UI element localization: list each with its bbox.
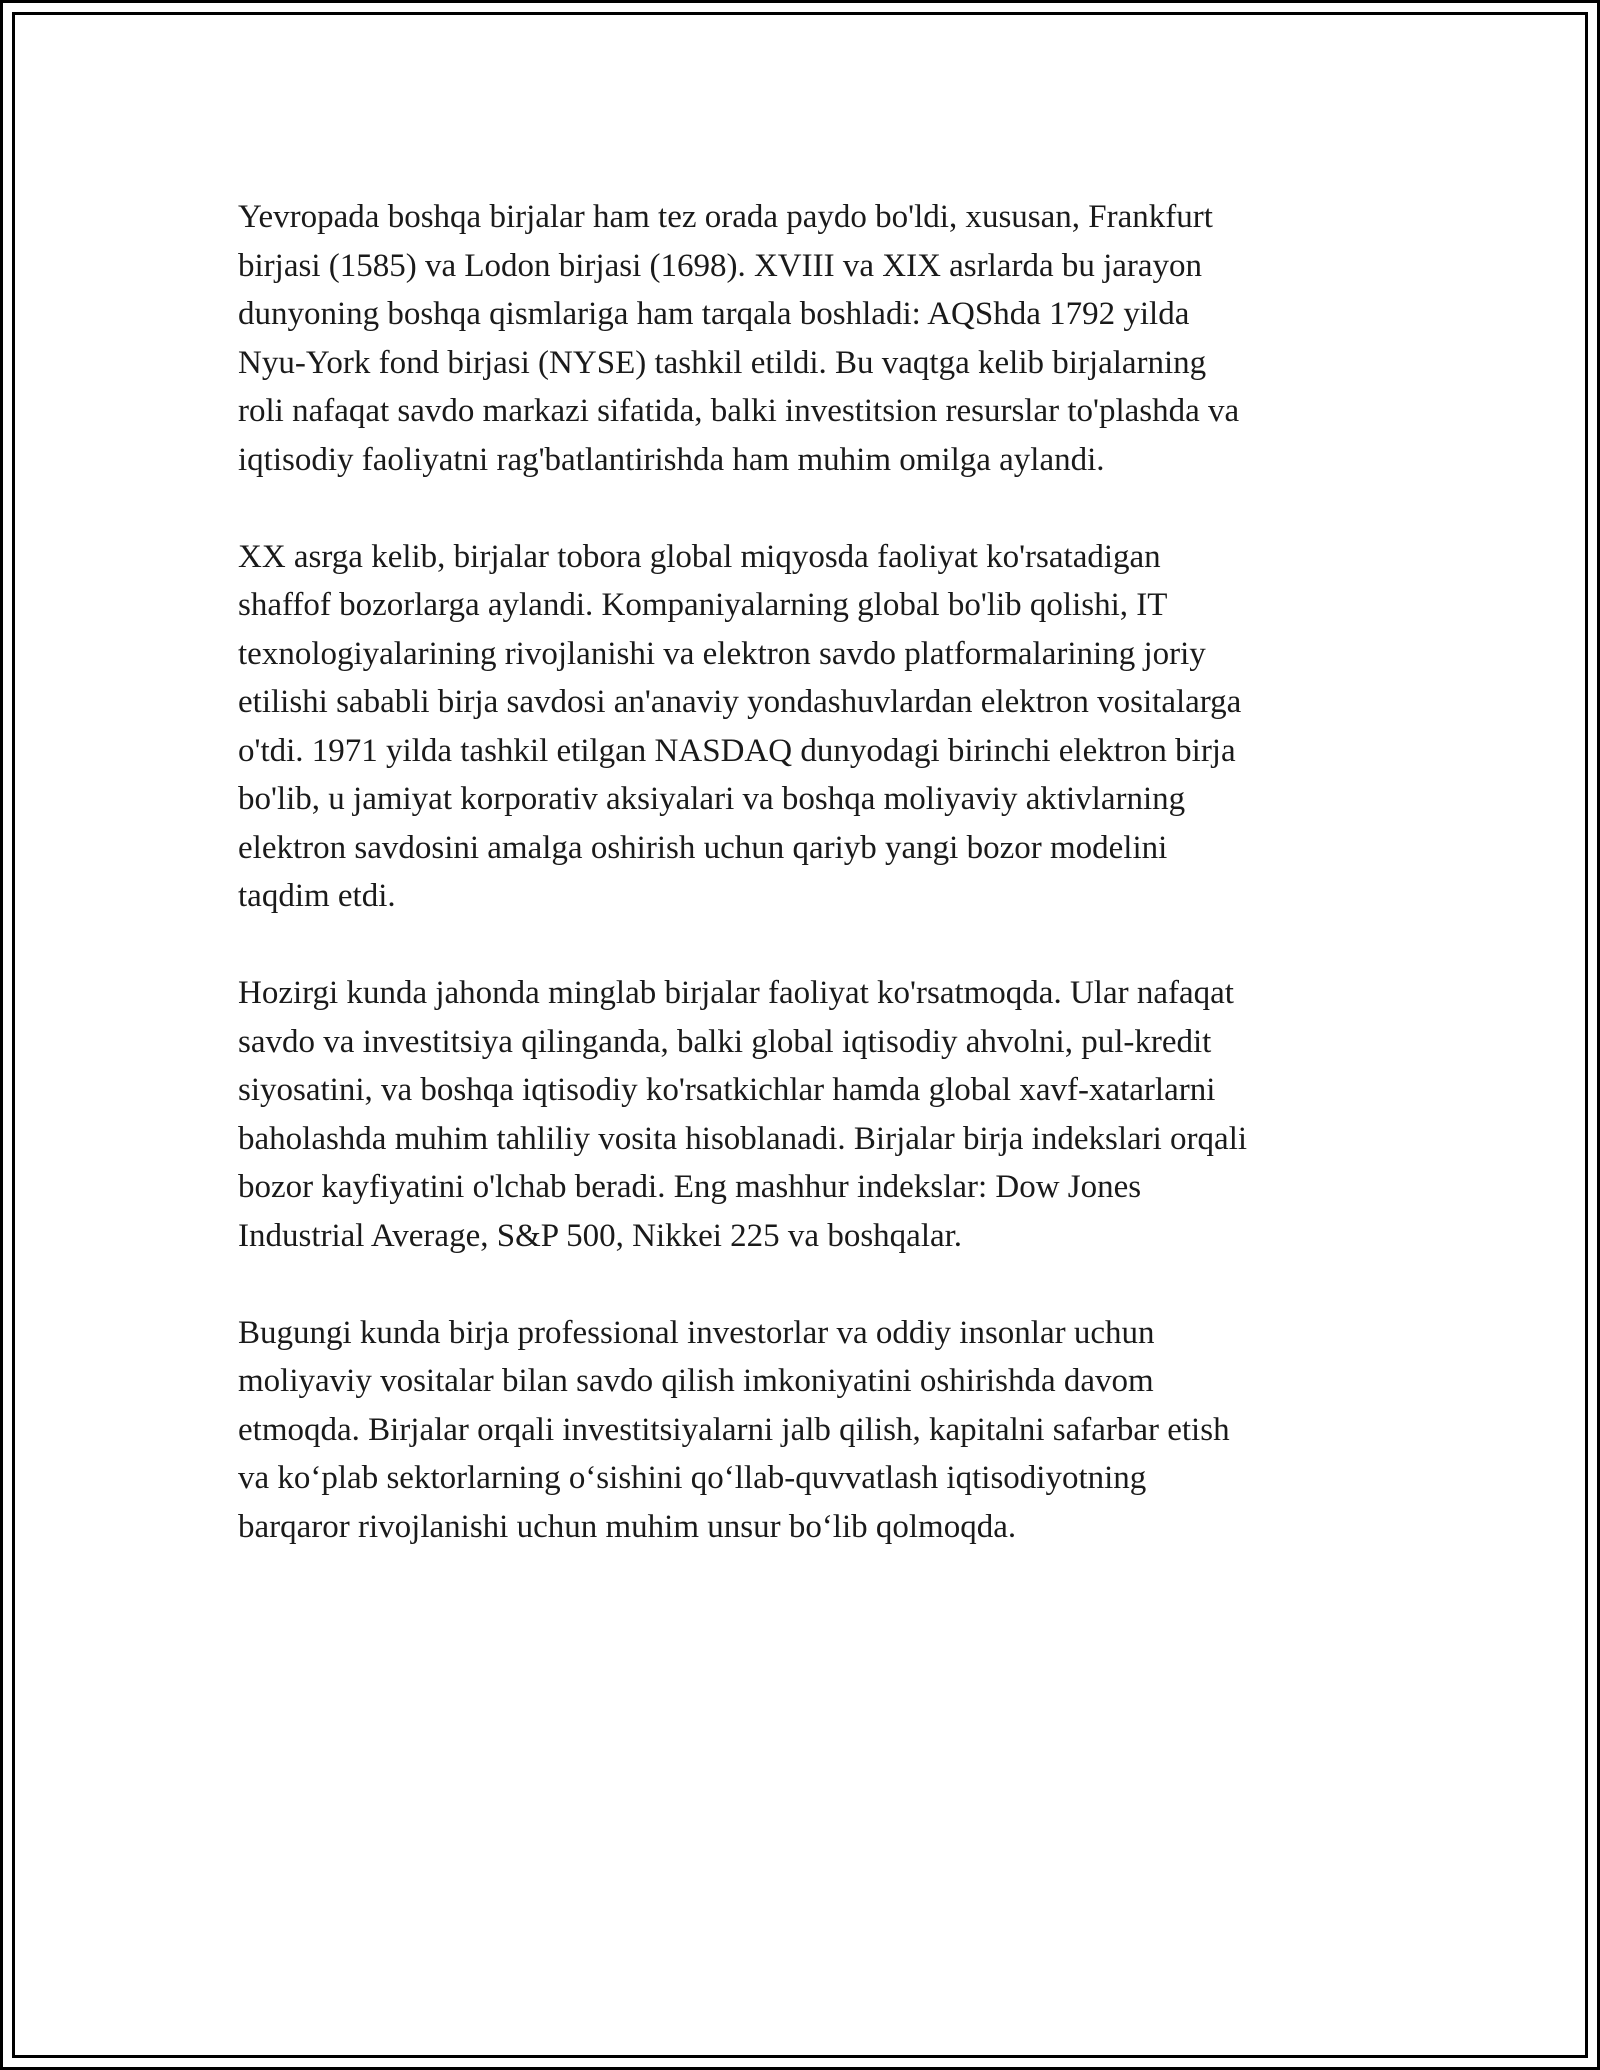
paragraph-2: XX asrga kelib, birjalar tobora global miqyosda faoliyat ko'rsatadigan shaffof bozorlarga aylandi. Kompaniyalarning global bo'lib qolishi, IT texnologiyalarining rivojlanishi va elektron savdo platformalarining joriy etilishi sababli birja savdosi an'anaviy yondashuvlardan elektron vositalarga o'tdi. 1971 yilda tashkil etilgan NASDAQ dunyodagi birinchi elektron birja bo'lib, u jamiyat korporativ aksiyalari va boshqa moliyaviy aktivlarning elektron savdosini amalga oshirish uchun qariyb yangi bozor modelini taqdim etdi. (238, 538, 1242, 914)
paragraph-1: Yevropada boshqa birjalar ham tez orada paydo bo'ldi, xususan, Frankfurt birjasi (1585) va Lodon birjasi (1698). XVIII va XIX asrlarda bu jarayon dunyoning boshqa qismlariga ham tarqala boshladi: AQShda 1792 yilda Nyu-York fond birjasi (NYSE) tashkil etildi. Bu vaqtga kelib birjalarning roli nafaqat savdo markazi sifatida, balki investitsion resurslar to'plashda va iqtisodiy faoliyatni rag'batlantirishda ham muhim omilga aylandi. (238, 199, 1240, 478)
document-body (238, 193, 1368, 1600)
paragraph-3: Hozirgi kunda jahonda minglab birjalar faoliyat ko'rsatmoqda. Ular nafaqat savdo va investitsiya qilinganda, balki global iqtisodiy ahvolni, pul-kredit siyosatini, va boshqa iqtisodiy ko'rsatkichlar hamda global xavf-xatarlarni baholashda muhim tahliliy vosita hisoblanadi. Birjalar birja indekslari orqali bozor kayfiyatini o'lchab beradi. Eng mashhur indekslar: Dow Jones Industrial Average, S&P 500, Nikkei 225 va boshqalar. (238, 975, 1248, 1254)
paragraph-4: Bugungi kunda birja professional investorlar va oddiy insonlar uchun moliyaviy vositalar bilan savdo qilish imkoniyatini oshirishda davom etmoqda. Birjalar orqali investitsiyalarni jalb qilish, kapitalni safarbar etish va ko‘plab sektorlarning o‘sishini qo‘llab-quvvatlash iqtisodiyotning barqaror rivojlanishi uchun muhim unsur bo‘lib qolmoqda. (238, 1314, 1230, 1545)
